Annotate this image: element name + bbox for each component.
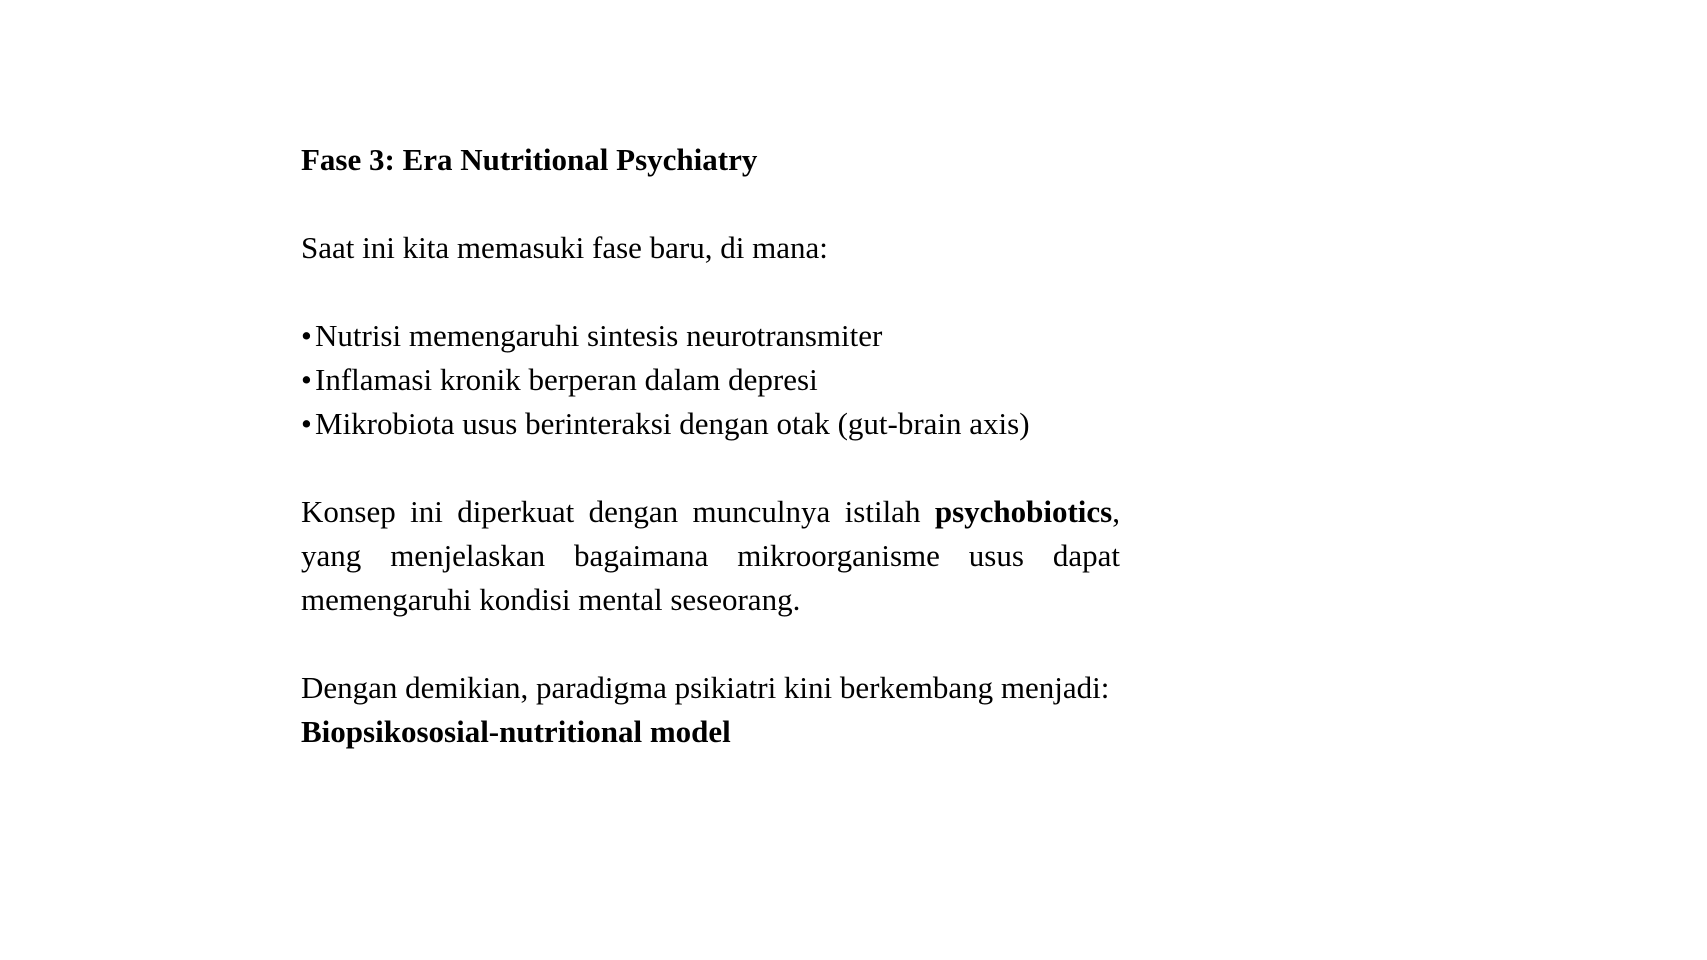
concept-text-after: , yang menjelaskan bagaimana mikroorganisme usus dapat memengaruhi kondisi mental seseorang. [301,494,1120,617]
bullet-text: Nutrisi memengaruhi sintesis neurotransmiter [315,318,883,353]
list-item [301,314,1120,358]
model-name: Biopsikososial-nutritional model [301,714,731,749]
spacer [301,270,1120,314]
bullet-text: Inflamasi kronik berperan dalam depresi [315,362,818,397]
spacer [301,622,1120,666]
spacer [301,446,1120,490]
concept-text-before: Konsep ini diperkuat dengan munculnya istilah [301,494,935,529]
bullet-list [301,314,1120,446]
bullet-text: Mikrobiota usus berinteraksi dengan otak (gut-brain axis) [315,406,1030,441]
list-item [301,358,1120,402]
bullet-icon: • [301,362,312,397]
section-heading: Fase 3: Era Nutritional Psychiatry [301,142,758,177]
bullet-icon: • [301,406,312,441]
conclusion-text: Dengan demikian, paradigma psikiatri kini berkembang menjadi: [301,670,1110,705]
psychobiotics-term: psychobiotics [934,494,1113,529]
document-body [301,138,1120,754]
concept-paragraph [301,490,1120,622]
list-item [301,402,1120,446]
spacer [301,182,1120,226]
bullet-icon: • [301,318,312,353]
intro-text: Saat ini kita memasuki fase baru, di mana: [301,230,828,265]
